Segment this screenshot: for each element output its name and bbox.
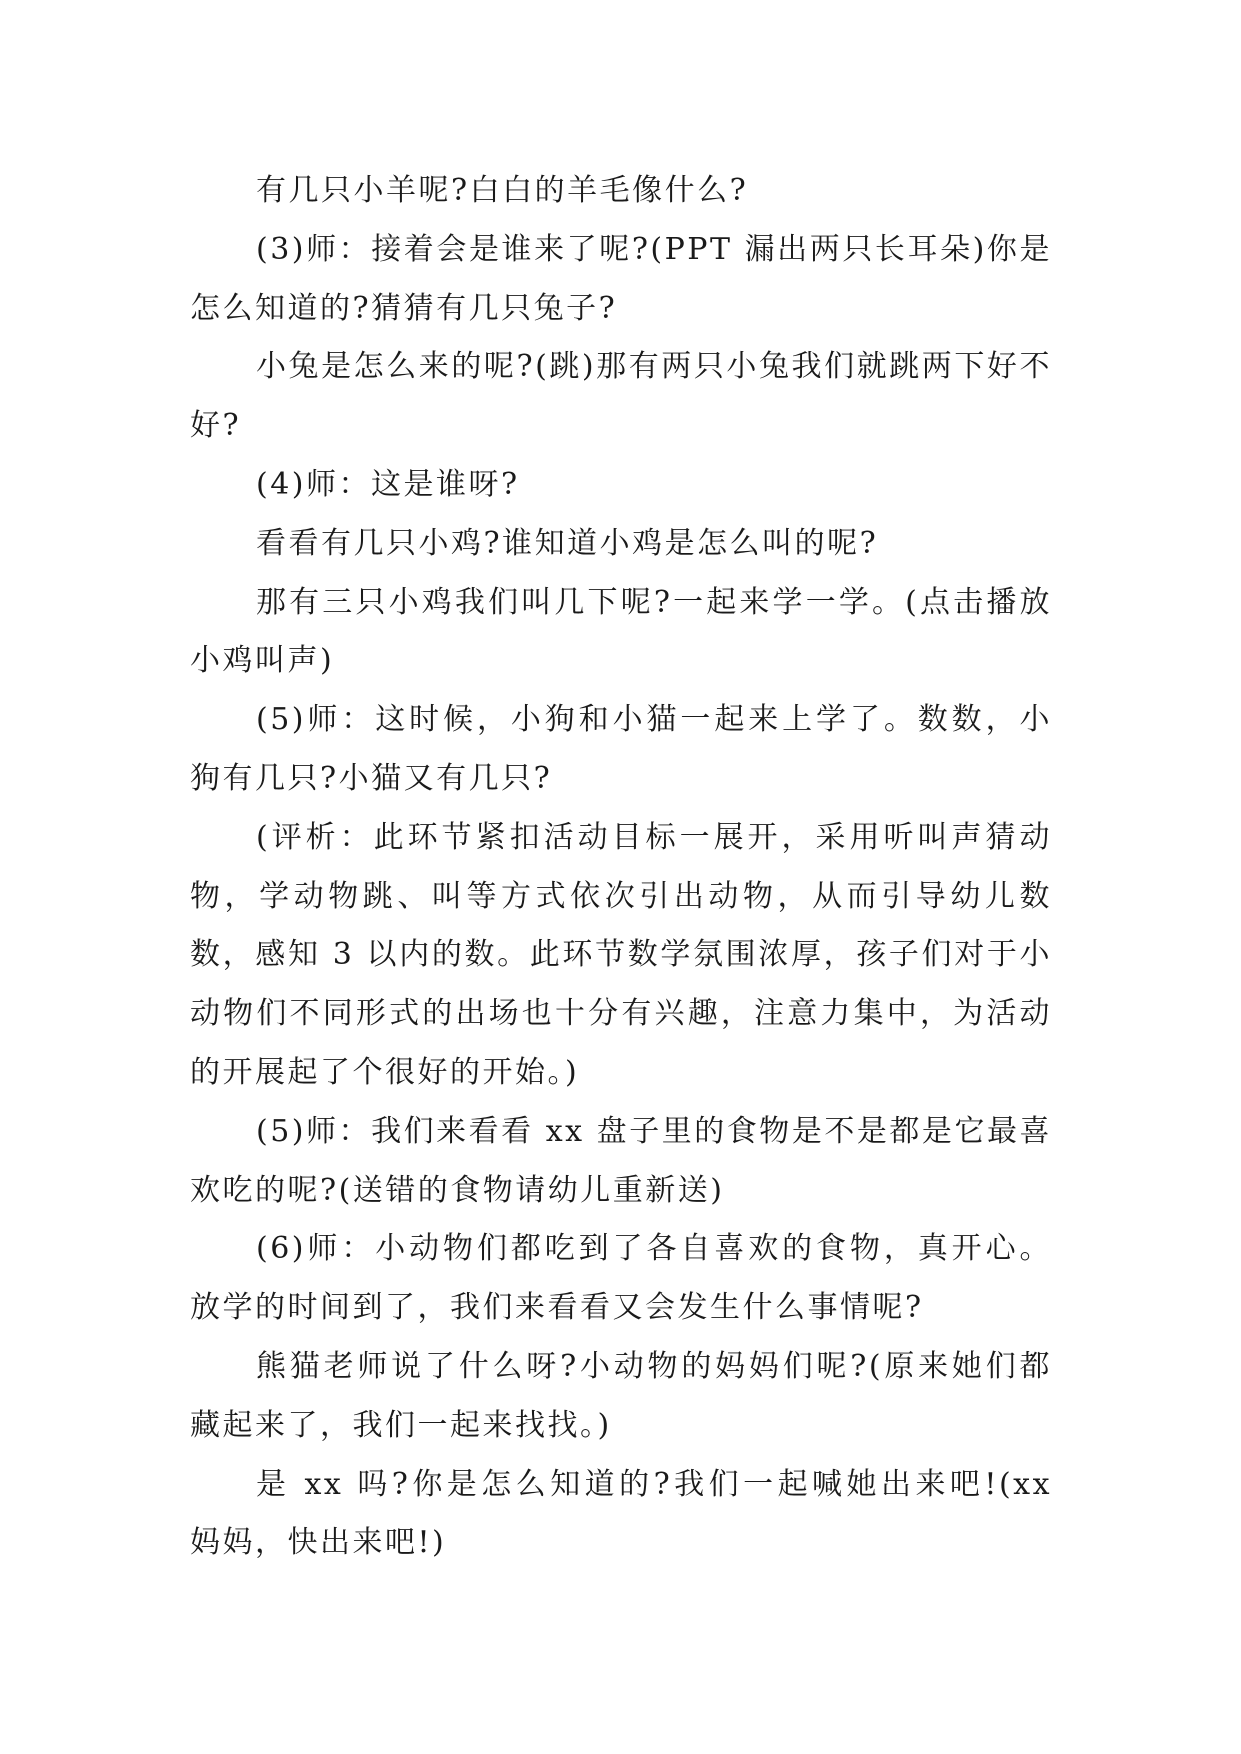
paragraph: 小兔是怎么来的呢?(跳)那有两只小兔我们就跳两下好不好? — [190, 349, 1052, 444]
paragraph: (5)师：我们来看看 xx 盘子里的食物是不是都是它最喜欢吃的呢?(送错的食物请幼儿重新送) — [190, 1113, 1052, 1208]
paragraph: (4)师：这是谁呀? — [256, 466, 520, 502]
paragraph: 有几只小羊呢?白白的羊毛像什么? — [256, 173, 749, 208]
paragraph: (6)师：小动物们都吃到了各自喜欢的食物，真开心。放学的时间到了，我们来看看又会发生什么事情呢? — [190, 1231, 1052, 1326]
paragraph: (评析：此环节紧扣活动目标一展开，采用听叫声猜动物，学动物跳、叫等方式依次引出动物，从而引导幼儿数数，感知 3 以内的数。此环节数学氛围浓厚，孩子们对于小动物们不同形式的出场也十分有兴趣，注意力集中，为活动的开展起了个很好的开始。) — [190, 819, 1052, 1090]
paragraph: 是 xx 吗?你是怎么知道的?我们一起喊她出来吧!(xx 妈妈，快出来吧!) — [190, 1466, 1052, 1561]
paragraph: 看看有几只小鸡?谁知道小鸡是怎么叫的呢? — [256, 525, 879, 561]
paragraph: 那有三只小鸡我们叫几下呢?一起来学一学。(点击播放小鸡叫声) — [190, 584, 1052, 679]
document-body — [190, 162, 1052, 1573]
paragraph: 熊猫老师说了什么呀?小动物的妈妈们呢?(原来她们都藏起来了，我们一起来找找。) — [190, 1348, 1052, 1443]
paragraph: (5)师：这时候，小狗和小猫一起来上学了。数数，小狗有几只?小猫又有几只? — [190, 702, 1052, 796]
paragraph: (3)师：接着会是谁来了呢?(PPT 漏出两只长耳朵)你是怎么知道的?猜猜有几只兔子? — [190, 231, 1052, 326]
